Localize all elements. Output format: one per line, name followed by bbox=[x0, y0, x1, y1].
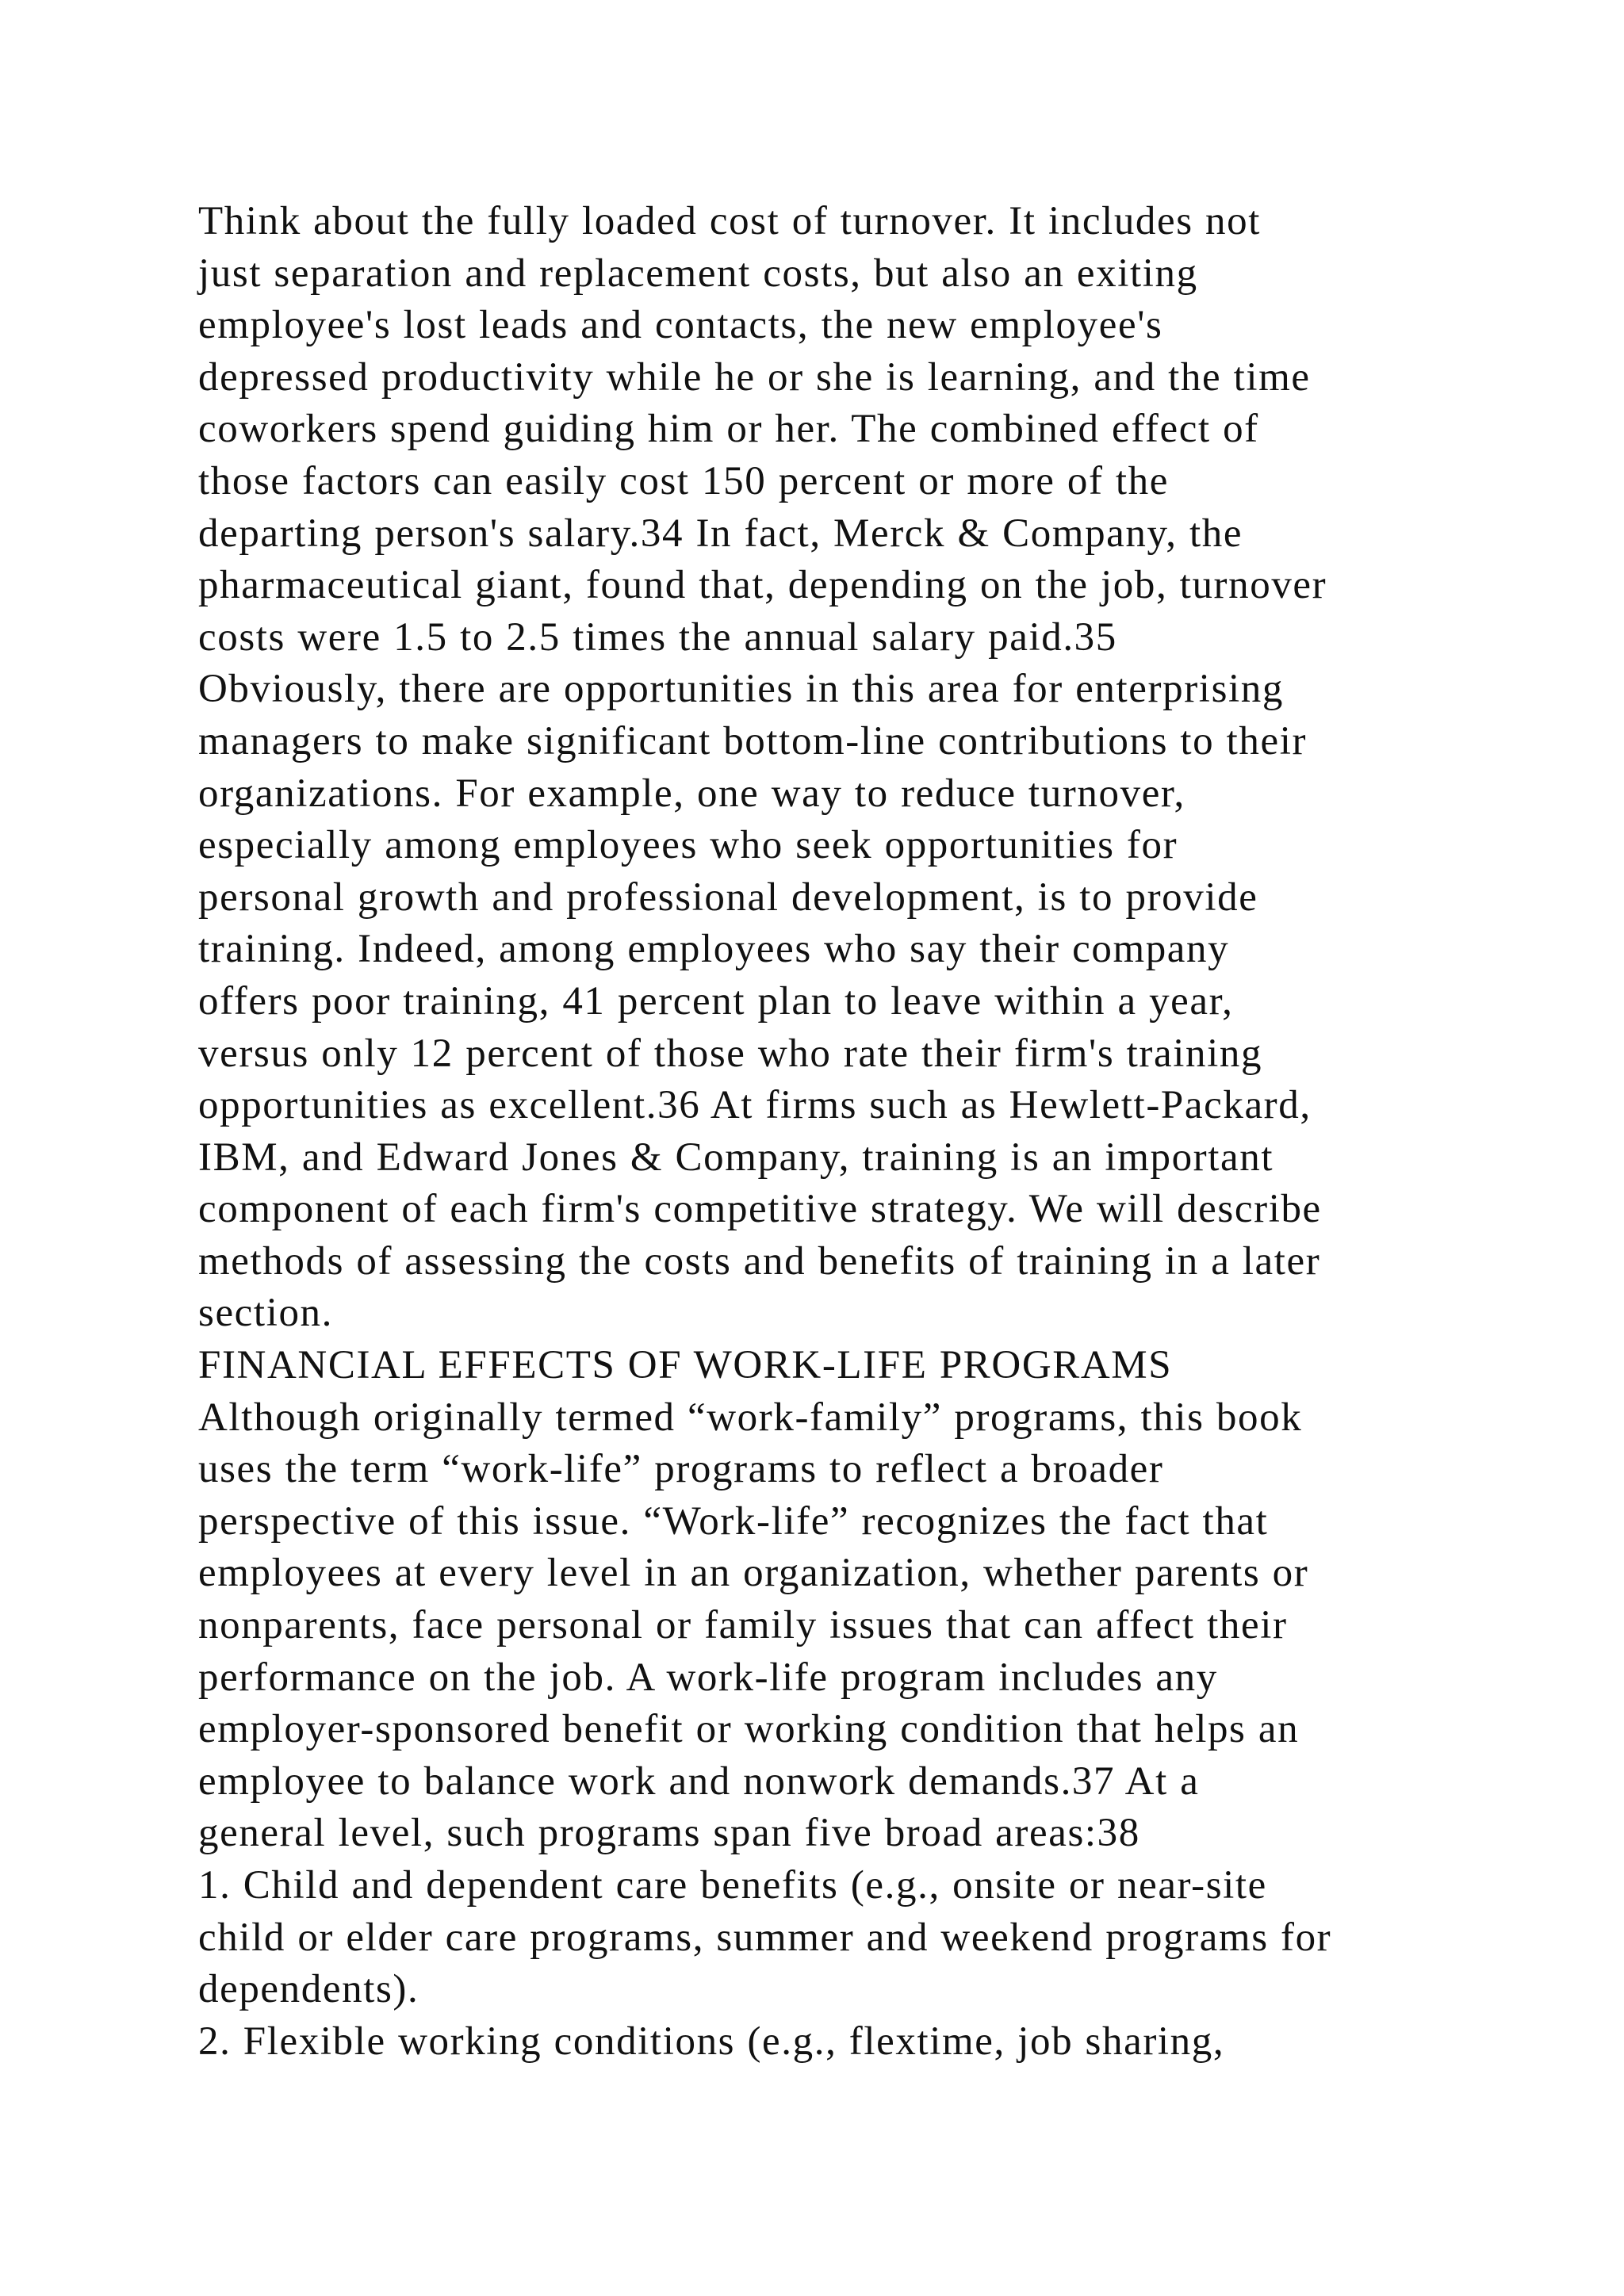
text-line: employee to balance work and nonwork demands.37 At a bbox=[198, 1758, 1200, 1804]
text-line: perspective of this issue. “Work-life” recognizes the fact that bbox=[198, 1498, 1269, 1544]
text-line: Although originally termed “work-family” programs, this book bbox=[198, 1395, 1303, 1440]
text-line: just separation and replacement costs, but also an exiting bbox=[198, 251, 1198, 296]
text-line: organizations. For example, one way to reduce turnover, bbox=[198, 771, 1185, 816]
text-line: especially among employees who seek opportunities for bbox=[198, 823, 1178, 868]
text-line: employee's lost leads and contacts, the new employee's bbox=[198, 303, 1163, 348]
text-line: employees at every level in an organization, whether parents or bbox=[198, 1551, 1309, 1596]
text-line: component of each firm's competitive strategy. We will describe bbox=[198, 1187, 1322, 1232]
text-line: offers poor training, 41 percent plan to leave within a year, bbox=[198, 978, 1234, 1024]
text-line: pharmaceutical giant, found that, depending on the job, turnover bbox=[198, 563, 1327, 608]
text-line: general level, such programs span five broad areas:38 bbox=[198, 1811, 1140, 1856]
text-line: costs were 1.5 to 2.5 times the annual salary paid.35 bbox=[198, 614, 1117, 660]
list-item-line: child or elder care programs, summer and weekend programs for bbox=[198, 1915, 1332, 1960]
text-line: performance on the job. A work-life program includes any bbox=[198, 1655, 1218, 1700]
text-line: depressed productivity while he or she is learning, and the time bbox=[198, 354, 1311, 400]
text-line: section. bbox=[198, 1291, 334, 1336]
text-line: coworkers spend guiding him or her. The combined effect of bbox=[198, 407, 1259, 452]
list-item-line: 1. Child and dependent care benefits (e.g., onsite or near-site bbox=[198, 1863, 1267, 1908]
text-line: Obviously, there are opportunities in this area for enterprising bbox=[198, 667, 1284, 712]
text-line: departing person's salary.34 In fact, Merck & Company, the bbox=[198, 511, 1243, 556]
text-line: training. Indeed, among employees who say their company bbox=[198, 927, 1230, 972]
text-line: IBM, and Edward Jones & Company, training is an important bbox=[198, 1135, 1274, 1180]
section-heading: FINANCIAL EFFECTS OF WORK-LIFE PROGRAMS bbox=[198, 1343, 1173, 1388]
text-line: versus only 12 percent of those who rate their firm's training bbox=[198, 1031, 1263, 1076]
text-line: methods of assessing the costs and benefits of training in a later bbox=[198, 1238, 1321, 1284]
text-line: Think about the fully loaded cost of turnover. It includes not bbox=[198, 199, 1262, 243]
list-item-line: dependents). bbox=[198, 1967, 419, 2012]
list-item-line: 2. Flexible working conditions (e.g., flextime, job sharing, bbox=[198, 2019, 1225, 2064]
text-line: nonparents, face personal or family issues that can affect their bbox=[198, 1603, 1288, 1648]
text-line: opportunities as excellent.36 At firms such as Hewlett-Packard, bbox=[198, 1083, 1312, 1128]
text-line: managers to make significant bottom-line contributions to their bbox=[198, 718, 1308, 763]
text-line: employer-sponsored benefit or working condition that helps an bbox=[198, 1707, 1300, 1752]
text-line: uses the term “work-life” programs to reflect a broader bbox=[198, 1447, 1164, 1492]
text-line: personal growth and professional development, is to provide bbox=[198, 874, 1258, 920]
text-line: those factors can easily cost 150 percent or more of the bbox=[198, 458, 1170, 503]
body-text bbox=[198, 196, 1546, 2068]
